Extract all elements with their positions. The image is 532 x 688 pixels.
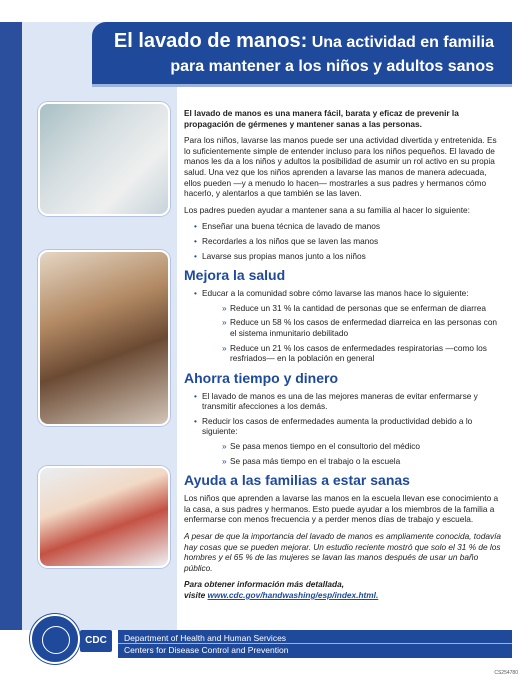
title-line-2: para mantener a los niños y adultos sanos bbox=[170, 58, 494, 75]
list-item: • Recordarles a los niños que se laven las manos bbox=[194, 236, 502, 247]
heading-ahorra-tiempo: Ahorra tiempo y dinero bbox=[184, 369, 339, 386]
sub-list-item: » Se pasa más tiempo en el trabajo o la escuela bbox=[222, 456, 502, 467]
more-info bbox=[184, 579, 502, 600]
sub-list-item: » Reduce un 21 % los casos de enfermedades respiratorias —como los resfriados— en la población en general bbox=[222, 343, 502, 364]
list-item: • Lavarse sus propias manos junto a los niños bbox=[194, 251, 502, 262]
heading-ayuda-familias: Ayuda a las familias a estar sanas bbox=[184, 472, 410, 489]
bullet-text: Educar a la comunidad sobre cómo lavarse las manos hace lo siguiente: bbox=[202, 288, 469, 299]
title-divider bbox=[92, 84, 512, 87]
handwashing-link[interactable]: www.cdc.gov/handwashing/esp/index.html. bbox=[207, 590, 379, 600]
health-sublist bbox=[202, 303, 502, 364]
photo-father-son-handwashing bbox=[38, 250, 170, 426]
list-item: • El lavado de manos es una de las mejores maneras de evitar enfermarse y transmitir afecciones a los demás. bbox=[194, 391, 502, 412]
photo-boy-handwashing bbox=[38, 466, 170, 568]
title-banner bbox=[92, 22, 512, 84]
list-item bbox=[194, 288, 502, 364]
footer-bar bbox=[118, 630, 512, 658]
savings-list bbox=[184, 391, 502, 467]
savings-sublist bbox=[202, 441, 502, 466]
sub-list-item: » Reduce un 58 % los casos de enfermedad diarreica en las personas con el sistema inmunitario debilitado bbox=[222, 317, 502, 338]
paragraph-parents: Los padres pueden ayudar a mantener sana a su familia al hacer lo siguiente: bbox=[184, 204, 470, 215]
footer-divider bbox=[118, 643, 512, 644]
paragraph-children: Para los niños, lavarse las manos puede ser una actividad divertida y entretenida. Es lo suficientemente simple de entender incluso para los niños pequeños. El lavado de manos les da a los niños y adultos la posibilidad de asumir un rol activo en su propia salud. Una vez que los niños aprenden a lavarse las manos de manera adecuada, ellos pueden —y a menudo lo hacen— mostrarles a sus padres y hermanos cómo hacerlo, y alentarlos a que también se las laven. bbox=[184, 135, 497, 199]
title-line-1 bbox=[114, 30, 494, 53]
bullet-text: Reducir los casos de enfermedades aumenta la productividad debido a lo siguiente: bbox=[202, 415, 473, 437]
list-item bbox=[194, 416, 502, 466]
footer-department: Department of Health and Human Services bbox=[124, 633, 287, 643]
hhs-eagle-icon bbox=[42, 626, 70, 654]
more-info-label: Para obtener información más detallada, bbox=[184, 579, 344, 590]
more-info-visit: visite bbox=[184, 590, 208, 600]
paragraph-families: Los niños que aprenden a lavarse las manos en la escuela llevan ese conocimiento a la casa, a sus padres y hermanos. Esto puede ayudar a los miembros de la familia a enfermarse con menos frecuencia y a perder menos días de trabajo y escuela. bbox=[184, 493, 499, 525]
list-item: • Enseñar una buena técnica de lavado de manos bbox=[194, 221, 502, 232]
title-rest: Una actividad en familia bbox=[307, 34, 494, 51]
main-content bbox=[184, 108, 502, 607]
sub-list-item: » Reduce un 31 % la cantidad de personas que se enferman de diarrea bbox=[222, 303, 502, 314]
footer-centers: Centers for Disease Control and Prevention bbox=[124, 645, 289, 655]
intro-text: El lavado de manos es una manera fácil, barata y eficaz de prevenir la propagación de gérmenes y mantener sanas a las personas. bbox=[184, 108, 459, 129]
health-list bbox=[184, 288, 502, 364]
document-code: CS254780 bbox=[494, 670, 518, 676]
left-edge-band bbox=[0, 22, 22, 630]
parents-list bbox=[184, 221, 502, 261]
sub-list-item: » Se pasa menos tiempo en el consultorio del médico bbox=[222, 441, 502, 452]
heading-mejora-salud: Mejora la salud bbox=[184, 267, 286, 284]
hhs-seal-logo bbox=[30, 614, 80, 664]
cdc-logo: CDC bbox=[80, 630, 112, 652]
photo-mother-child-handwashing bbox=[38, 102, 170, 216]
title-main: El lavado de manos: bbox=[113, 30, 308, 52]
paragraph-study: A pesar de que la importancia del lavado de manos es ampliamente conocida, todavía hay cosas que se pueden mejorar. Un estudio reciente mostró que solo el 31 % de los hombres y el 65 % de las mujeres se lavan las manos después de usar un baño público. bbox=[184, 531, 502, 573]
